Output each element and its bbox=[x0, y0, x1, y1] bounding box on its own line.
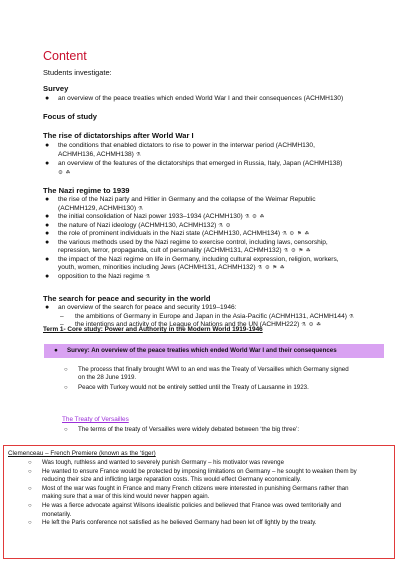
bullet-icon: ● bbox=[45, 160, 50, 167]
outcome-icon: ⚗ ⚙ ⚑ ☘ bbox=[281, 231, 310, 237]
peace-heading: The search for peace and security in the world bbox=[43, 294, 211, 303]
bullet-icon: ● bbox=[45, 196, 50, 203]
outcome-icon: ⚗ ⚙ ☘ bbox=[301, 322, 322, 328]
dictatorships-heading: The rise of dictatorships after World War I bbox=[43, 131, 194, 140]
bullet-icon: ● bbox=[45, 213, 50, 220]
outcome-icon: ⚗ ⚙ ⚑ ☘ bbox=[283, 248, 312, 255]
circle-bullet-icon: ○ bbox=[28, 485, 32, 492]
notes-points: ○ The process that finally brought WWI to an end was the Treaty of Versailles which Germany signed on the 28 June 1919. ○ Peace with Turkey would not be entirely settled until the Treaty of Lausanne in 1923. bbox=[64, 366, 349, 391]
circle-bullet-icon: ○ bbox=[28, 460, 32, 466]
nazi-heading: The Nazi regime to 1939 bbox=[43, 186, 130, 195]
survey-highlight: ● Survey: An overview of the peace treaties which ended World War I and their consequences bbox=[44, 344, 384, 358]
outcome-icon: ⚗ bbox=[137, 205, 144, 212]
outcome-icon: ⚗ bbox=[135, 151, 142, 158]
bullet-icon: ● bbox=[45, 238, 50, 246]
term-heading: Term 1- Core study: Power and Authority in the Modern World 1919-1946 bbox=[43, 326, 263, 333]
nazi-list: ● the rise of the Nazi party and Hitler in Germany and the collapse of the Weimar Republic (ACHMH129, ACHMH130) ⚗ ● the initial consolidation of Nazi power 1933–1934 (ACHMH130) ⚗ ⚙ ☘ ● the nature of Nazi ideology (ACHMH130, ACHMH132) ⚗ ⚙ ● the role of prominent individuals in the Nazi state (ACHMH130, ACHMH134) ⚗ ⚙ ⚑ ☘ ● the various methods used by the Nazi regime to exercise control, including laws, censorship, repression, terror, propaganda, cult of personality (ACHMH131, ACHMH132) ⚗ ⚙ ⚑ ☘ ● the impact of the Nazi regime on life in Germany, including cultural expression, religion, workers, youth, women, minorities including Jews (ACHMH131, ACHMH132) ⚗ ⚙ ⚑ ☘ ● opposition to the Nazi regime ⚗ bbox=[45, 196, 339, 280]
outcome-icon: ⚗ bbox=[348, 313, 355, 320]
circle-bullet-icon: ○ bbox=[28, 468, 32, 475]
bullet-icon: ● bbox=[45, 304, 50, 311]
content-title: Content bbox=[43, 49, 87, 63]
bullet-icon: ● bbox=[45, 142, 50, 149]
dash-icon: – bbox=[60, 321, 64, 328]
focus-heading: Focus of study bbox=[43, 112, 98, 121]
circle-bullet-icon: ○ bbox=[28, 503, 32, 509]
circle-bullet-icon: ○ bbox=[64, 367, 68, 373]
bullet-icon: ● bbox=[45, 272, 50, 280]
circle-bullet-icon: ○ bbox=[64, 427, 68, 433]
clemenceau-points: ○ Was tough, ruthless and wanted to severely punish Germany – his motivator was revenge ○ He wanted to ensure France would be protected by imposing limitations on Germany – he sought to weaken them by reducing their size and inflicting large reparation costs. This would effect Germany economically. ○ Most of the war was fought in France and many French citizens were interested in punishing Germans rather than making sure that a war of this kind would never happen again. ○ He was a fierce advocate against Wilsons idealistic policies and believed that France was owed territorially and monetarily. ○ He left the Paris conference not satisfied as he believed Germany had been let off lightly by the treaty. bbox=[28, 459, 357, 527]
intro-text: Students investigate: bbox=[43, 68, 112, 77]
outcome-icon: ⚗ ⚙ ☘ bbox=[244, 214, 265, 220]
treaty-link[interactable]: The Treaty of Versailles bbox=[62, 416, 129, 423]
outcome-icon: ⚗ ⚙ ⚑ ☘ bbox=[257, 265, 286, 272]
outcome-icon: ⚙ ☘ bbox=[58, 169, 71, 176]
bullet-icon: ● bbox=[54, 347, 58, 354]
bullet-icon: ● bbox=[45, 95, 50, 102]
bullet-icon: ● bbox=[45, 221, 50, 229]
survey-heading: Survey bbox=[43, 84, 69, 93]
dash-icon: – bbox=[60, 312, 64, 320]
dictatorships-list: ● the conditions that enabled dictators to rise to power in the interwar period (ACHMH130, ACHMH136, ACHMH138) ⚗ ● an overview of the features of the dictatorships that emerged in Russia, Italy, Japan (ACHMH138) ⚙ ☘ bbox=[45, 142, 343, 176]
clemenceau-heading: Clemenceau – French Premiere (known as the ‘tiger) bbox=[8, 450, 156, 457]
peace-list: ● an overview of the search for peace and security 1919–1946: – the ambitions of Germany in Europe and Japan in the Asia-Pacific (ACHMH131, ACHMH144) ⚗ – the intentions and activity of the League of Nations and the UN (ACHMH222) ⚗ ⚙ ☘ bbox=[45, 304, 355, 328]
bullet-icon: ● bbox=[45, 255, 50, 263]
outcome-icon: ⚗ ⚙ bbox=[218, 222, 232, 229]
circle-bullet-icon: ○ bbox=[28, 520, 32, 527]
circle-bullet-icon: ○ bbox=[64, 385, 68, 391]
outcome-icon: ⚗ bbox=[145, 273, 151, 280]
bullet-icon: ● bbox=[45, 230, 50, 237]
